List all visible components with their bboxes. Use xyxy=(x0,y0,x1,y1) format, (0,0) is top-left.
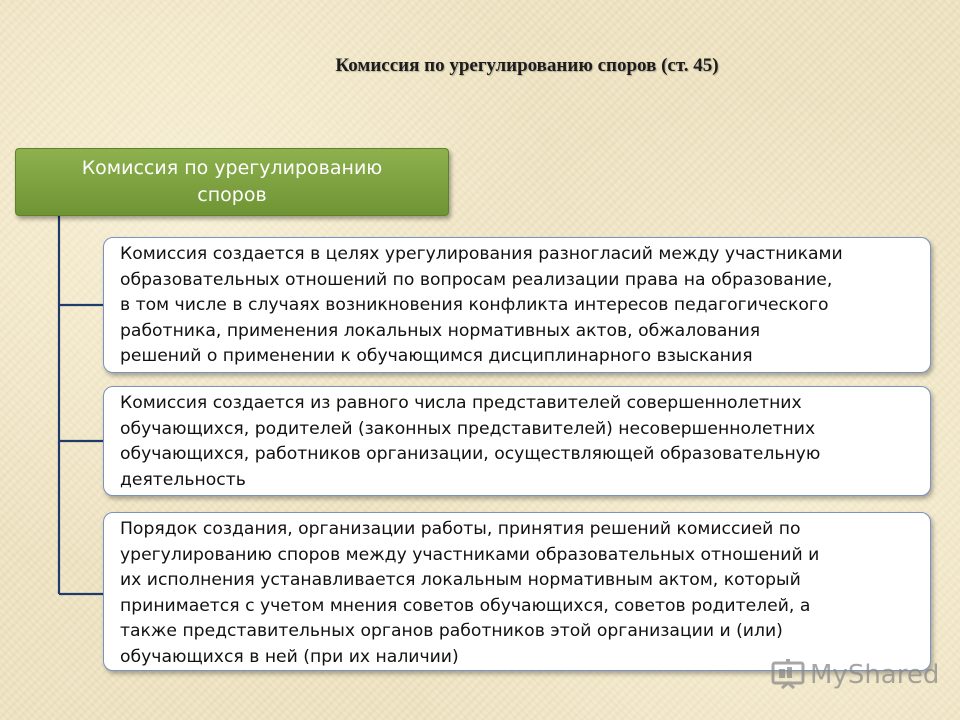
item-box-procedure xyxy=(103,512,931,671)
watermark-text: MyShared xyxy=(810,660,940,690)
item-line: обучающихся, родителей (законных представителей) несовершеннолетних xyxy=(120,418,816,439)
item-line: урегулированию споров между участниками образовательных отношений и xyxy=(120,544,820,565)
item-line: Комиссия создается в целях урегулирования разногласий между участниками xyxy=(120,244,843,264)
item-line: их исполнения устанавливается локальным нормативным актом, который xyxy=(120,570,801,590)
item-line: обучающихся в ней (при их наличии) xyxy=(120,646,459,667)
item-line: обучающихся, работников организации, осуществляющей образовательную xyxy=(120,444,821,464)
item-line: решений о применении к обучающимся дисциплинарного взыскания xyxy=(120,346,753,366)
presentation-board-icon xyxy=(770,657,806,693)
header-line: споров xyxy=(197,184,267,206)
item-line: в том числе в случаях возникновения конфликта интересов педагогического xyxy=(120,295,829,315)
item-line: также представительных органов работников этой организации и (или) xyxy=(120,621,783,641)
item-line: образовательных отношений по вопросам реализации права на образование, xyxy=(120,269,833,290)
item-line: деятельность xyxy=(120,469,246,490)
item-box-composition xyxy=(103,386,931,496)
item-line: Комиссия создается из равного числа представителей совершеннолетних xyxy=(120,393,802,413)
item-line: Порядок создания, организации работы, принятия решений комиссией по xyxy=(120,519,801,539)
watermark-logo xyxy=(770,655,939,695)
item-box-purpose xyxy=(103,237,931,373)
slide-title: Комиссия по урегулированию споров (ст. 45) xyxy=(335,55,719,76)
item-line: работника, применения локальных нормативных актов, обжалования xyxy=(120,320,761,341)
item-line: принимается с учетом мнения советов обучающихся, советов родителей, а xyxy=(120,595,811,616)
header-line: Комиссия по урегулированию xyxy=(81,157,383,179)
header-box xyxy=(15,148,449,216)
